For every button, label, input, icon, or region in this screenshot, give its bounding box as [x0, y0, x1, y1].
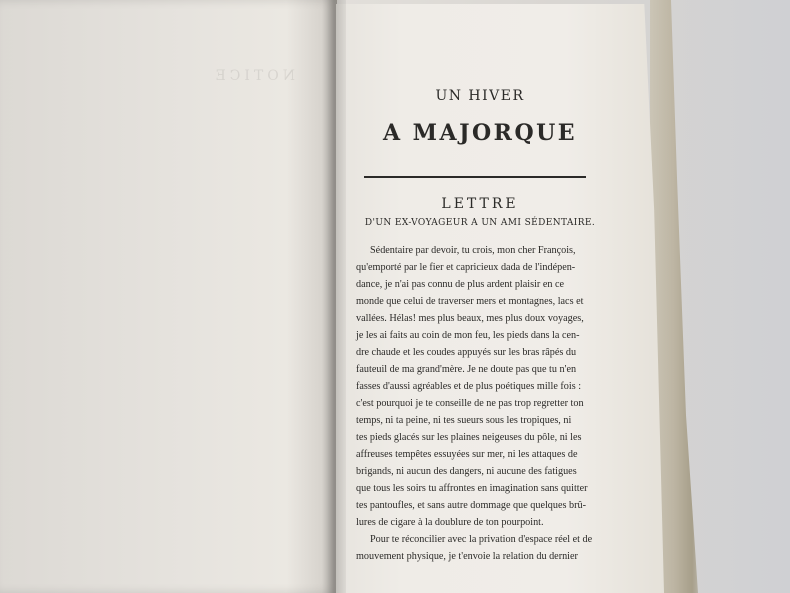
- text-line: fauteuil de ma grand'mère. Je ne doute pas que tu n'en: [356, 364, 577, 375]
- book-gutter: [322, 0, 346, 593]
- text-line: temps, ni ta peine, ni tes sueurs sous les tropiques, ni: [356, 415, 572, 426]
- text-line: tes pieds glacés sur les plaines neigeuses du pôle, ni les: [356, 432, 582, 443]
- book-title-line-1: UN HIVER: [435, 88, 525, 104]
- text-line: monde que celui de traverser mers et montagnes, lacs et: [356, 296, 584, 307]
- text-line: c'est pourquoi je te conseille de ne pas trop regretter ton: [356, 398, 584, 409]
- title-rule: [364, 176, 586, 178]
- text-line: Pour te réconcilier avec la privation d'espace réel et de: [370, 534, 593, 545]
- text-line: dance, je n'ai pas connu de plus ardent plaisir en ce: [356, 279, 565, 290]
- text-line: tes pantoufles, et sans autre dommage que quelques brû-: [356, 500, 586, 511]
- text-line: Sédentaire par devoir, tu crois, mon cher François,: [370, 245, 576, 256]
- text-line: vallées. Hélas! mes plus beaux, mes plus doux voyages,: [356, 313, 584, 324]
- text-line: lures de cigare à la doublure de ton pourpoint.: [356, 517, 544, 528]
- text-line: je les ai faits au coin de mon feu, les pieds dans la cen-: [356, 330, 580, 341]
- text-line: affreuses tempêtes essuyées sur mer, ni les attaques de: [356, 449, 578, 460]
- book-title-line-2: A MAJORQUE: [382, 120, 578, 146]
- text-line: dre chaude et les coudes appuyés sur les bras râpés du: [356, 347, 577, 358]
- text-line: qu'emporté par le fier et capricieux dada de l'indépen-: [356, 262, 576, 273]
- printed-text-block: [356, 84, 604, 565]
- text-line: mouvement physique, je t'envoie la relation du dernier: [356, 551, 578, 562]
- text-line: que tous les soirs tu affrontes en imagination sans quitter: [356, 483, 588, 494]
- left-blank-page: [0, 0, 337, 593]
- text-line: brigands, ni aucun des dangers, ni aucune des fatigues: [356, 466, 577, 477]
- bleed-through-text: NOTICE: [211, 68, 295, 84]
- letter-heading: LETTRE: [441, 196, 519, 212]
- letter-body: [356, 242, 604, 565]
- text-line: fasses d'aussi agréables et de plus poétiques mille fois :: [356, 381, 582, 392]
- letter-subheading: D'UN EX-VOYAGEUR A UN AMI SÉDENTAIRE.: [364, 218, 596, 228]
